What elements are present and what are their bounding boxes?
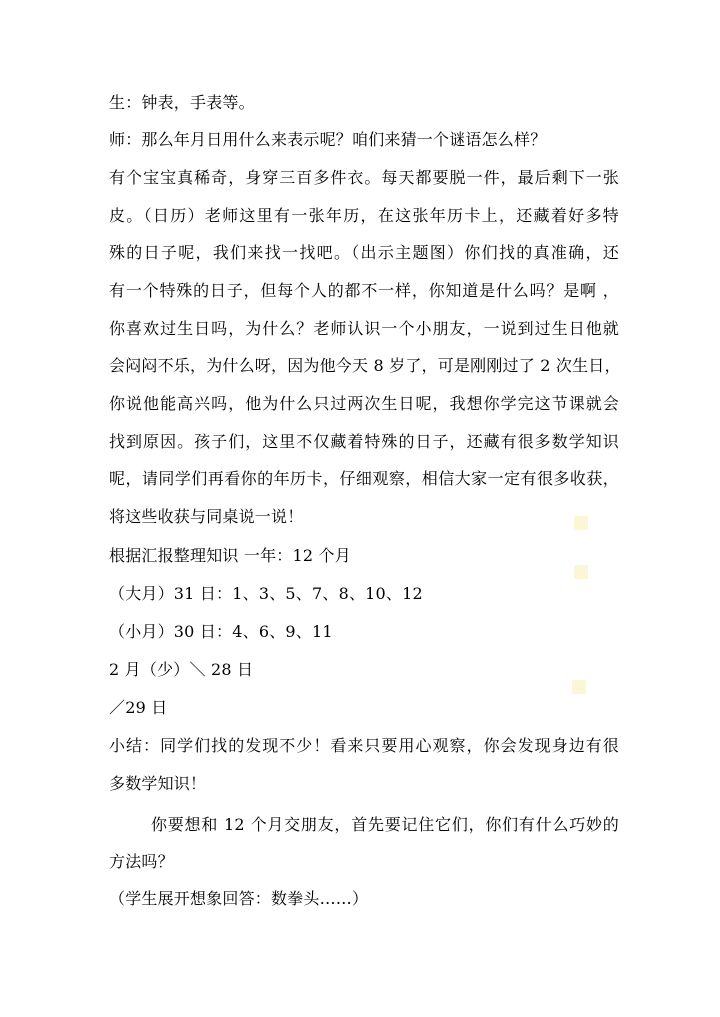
text-line-20: 你要想和 12 个月交朋友，首先要记住它们，你们有什么巧妙的 [151,815,619,834]
text-line-8: 会闷闷不乐，为什么呀，因为他今天 8 岁了，可是刚刚过了 2 次生日， [109,356,621,375]
text-line-7: 你喜欢过生日吗，为什么？老师认识一个小朋友，一说到过生日他就 [109,319,619,338]
text-line-13: 根据汇报整理知识 一年：12 个月 [109,546,351,565]
text-line-9: 你说他能高兴吗，他为什么只过两次生日呢，我想你学完这节课就会 [109,394,619,413]
text-line-19: 多数学知识！ [109,774,207,793]
text-line-2: 师：那么年月日用什么来表示呢？咱们来猜一个谜语怎么样？ [109,130,547,149]
scan-artifact [574,516,588,530]
text-line-14: （大月）31 日：1、3、5、7、8、10、12 [109,584,423,603]
text-line-17: ／29 日 [109,698,168,717]
scan-artifact [574,565,588,579]
scan-artifact [572,680,586,694]
text-line-10: 找到原因。孩子们，这里不仅藏着特殊的日子，还藏有很多数学知识 [109,432,619,451]
text-line-5: 殊的日子呢，我们来找一找吧。（出示主题图）你们找的真准确，还 [109,243,619,262]
text-line-1: 生：钟表，手表等。 [109,93,255,112]
text-line-11: 呢，请同学们再看你的年历卡，仔细观察，相信大家一定有很多收获， [109,469,619,488]
text-line-12: 将这些收获与同桌说一说！ [109,507,304,526]
text-line-21: 方法吗？ [109,852,174,871]
text-line-3: 有个宝宝真稀奇，身穿三百多件衣。每天都要脱一件，最后剩下一张 [109,168,619,187]
text-line-15: （小月）30 日：4、6、9、11 [109,622,333,641]
text-line-18: 小结：同学们找的发现不少！看来只要用心观察，你会发现身边有很 [109,736,619,755]
text-line-16: 2 月（少）＼ 28 日 [109,660,254,679]
text-line-6: 有一个特殊的日子，但每个人的都不一样，你知道是什么吗？是啊 ， [109,281,619,300]
text-line-22: （学生展开想象回答：数拳头……） [109,889,369,908]
text-line-4: 皮。（日历）老师这里有一张年历，在这张年历卡上，还藏着好多特 [109,206,619,225]
